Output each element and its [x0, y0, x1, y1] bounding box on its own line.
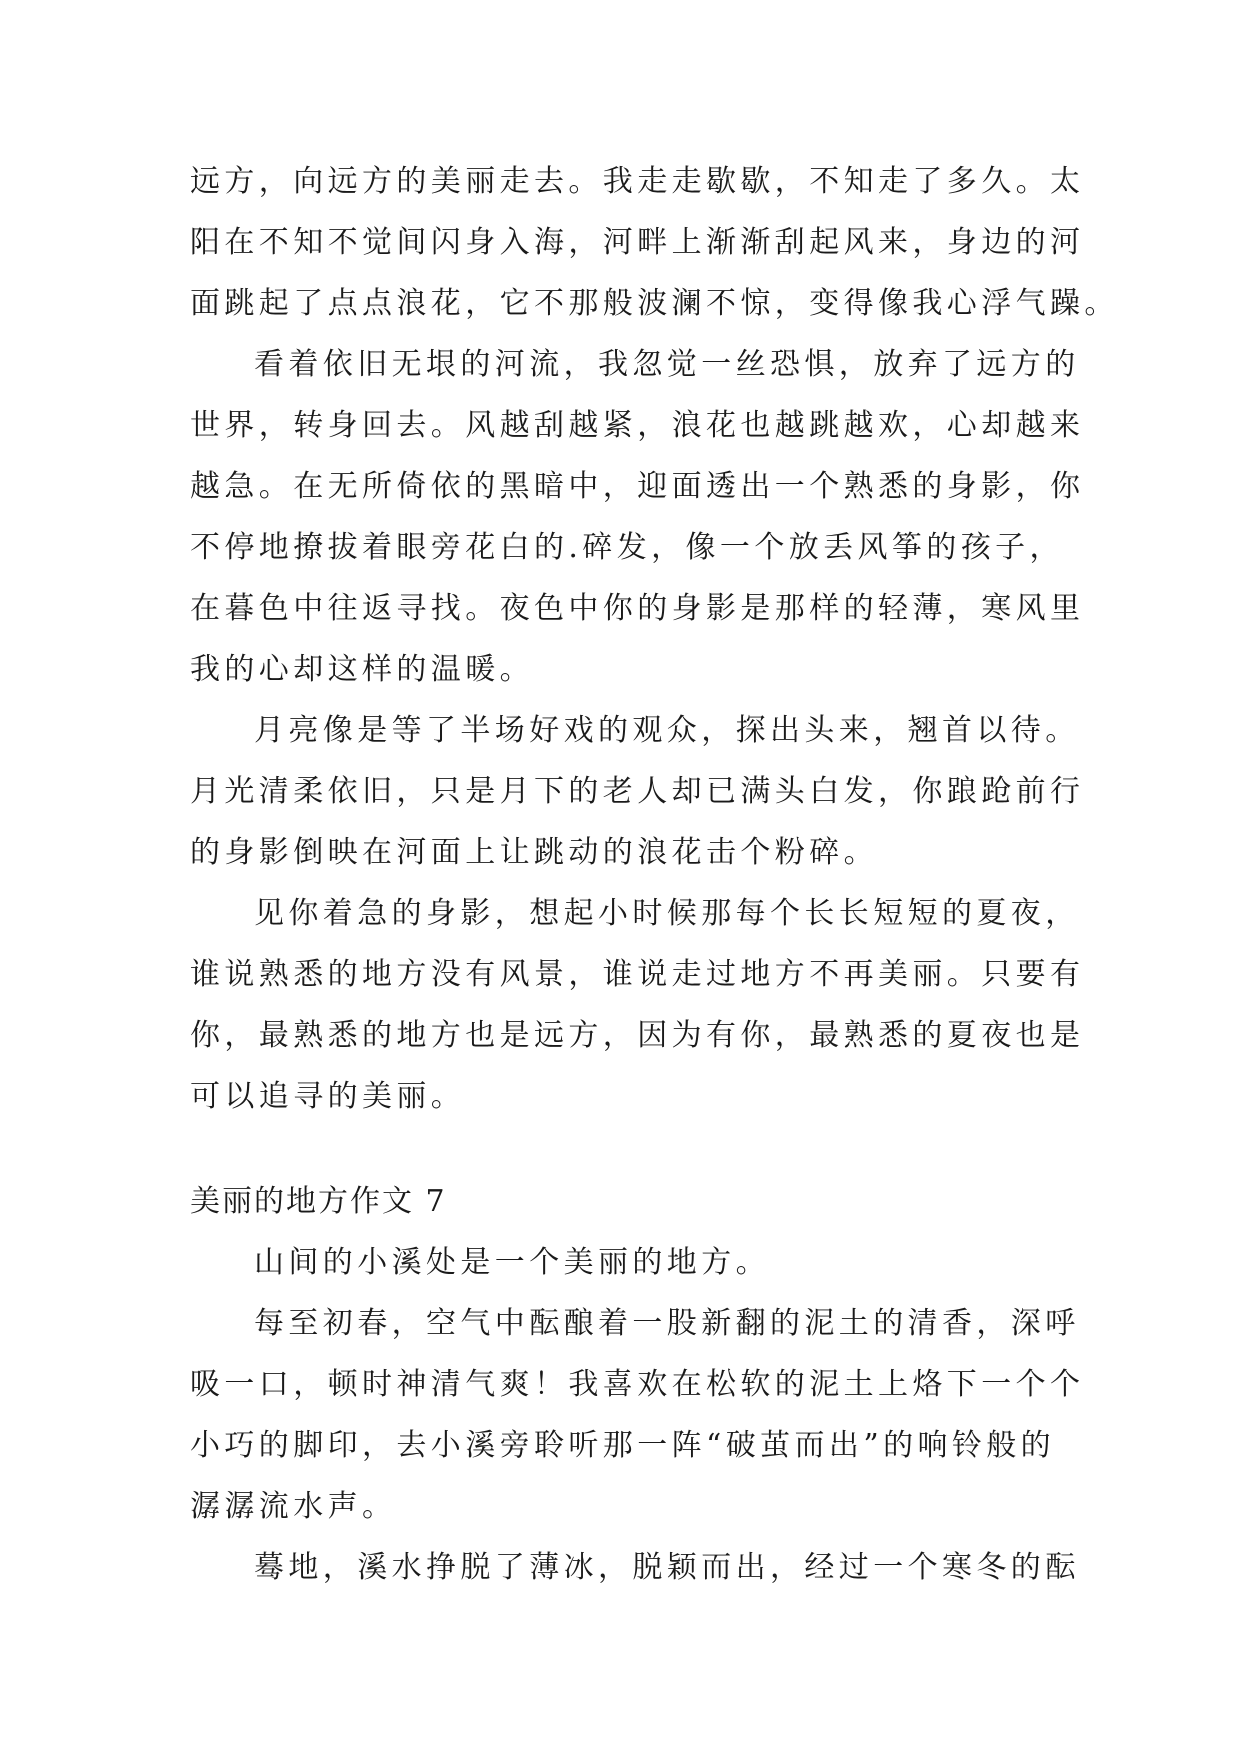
paragraph-7-line-1: 蓦地，溪水挣脱了薄冰，脱颖而出，经过一个寒冬的酝	[254, 1550, 1080, 1585]
paragraph-3-line-3: 的身影倒映在河面上让跳动的浪花击个粉碎。	[190, 835, 878, 870]
paragraph-2-line-4: 不停地撩拔着眼旁花白的.碎发，像一个放丢风筝的孩子，	[190, 530, 1064, 565]
section-heading: 美丽的地方作文 7	[190, 1184, 447, 1219]
paragraph-1-line-2: 阳在不知不觉间闪身入海，河畔上渐渐刮起风来，身边的河	[190, 225, 1085, 260]
paragraph-2-line-3: 越急。在无所倚依的黑暗中，迎面透出一个熟悉的身影，你	[190, 469, 1085, 504]
paragraph-3-line-2: 月光清柔依旧，只是月下的老人却已满头白发，你踉跄前行	[190, 774, 1085, 809]
paragraph-2-line-1: 看着依旧无垠的河流，我忽觉一丝恐惧，放弃了远方的	[254, 347, 1080, 382]
paragraph-1-line-1: 远方，向远方的美丽走去。我走走歇歇，不知走了多久。太	[190, 164, 1085, 199]
paragraph-4-line-3: 你，最熟悉的地方也是远方，因为有你，最熟悉的夏夜也是	[190, 1018, 1085, 1053]
paragraph-2-line-6: 我的心却这样的温暖。	[190, 652, 534, 687]
paragraph-6-line-2: 吸一口，顿时神清气爽！我喜欢在松软的泥土上烙下一个个	[190, 1367, 1085, 1402]
paragraph-6-line-1: 每至初春，空气中酝酿着一股新翻的泥土的清香，深呼	[254, 1306, 1080, 1341]
paragraph-2-line-2: 世界，转身回去。风越刮越紧，浪花也越跳越欢，心却越来	[190, 408, 1085, 443]
paragraph-4-line-1: 见你着急的身影，想起小时候那每个长长短短的夏夜，	[254, 896, 1080, 931]
paragraph-4-line-2: 谁说熟悉的地方没有风景，谁说走过地方不再美丽。只要有	[190, 957, 1085, 992]
paragraph-2-line-5: 在暮色中往返寻找。夜色中你的身影是那样的轻薄，寒风里	[190, 591, 1085, 626]
paragraph-6-line-3: 小巧的脚印，去小溪旁聆听那一阵“破茧而出”的响铃般的	[190, 1428, 1056, 1463]
paragraph-5-line-1: 山间的小溪处是一个美丽的地方。	[254, 1245, 770, 1280]
paragraph-4-line-4: 可以追寻的美丽。	[190, 1079, 466, 1114]
paragraph-3-line-1: 月亮像是等了半场好戏的观众，探出头来，翘首以待。	[254, 713, 1080, 748]
paragraph-1-line-3: 面跳起了点点浪花，它不那般波澜不惊，变得像我心浮气躁。	[190, 286, 1119, 321]
paragraph-6-line-4: 潺潺流水声。	[190, 1489, 397, 1524]
